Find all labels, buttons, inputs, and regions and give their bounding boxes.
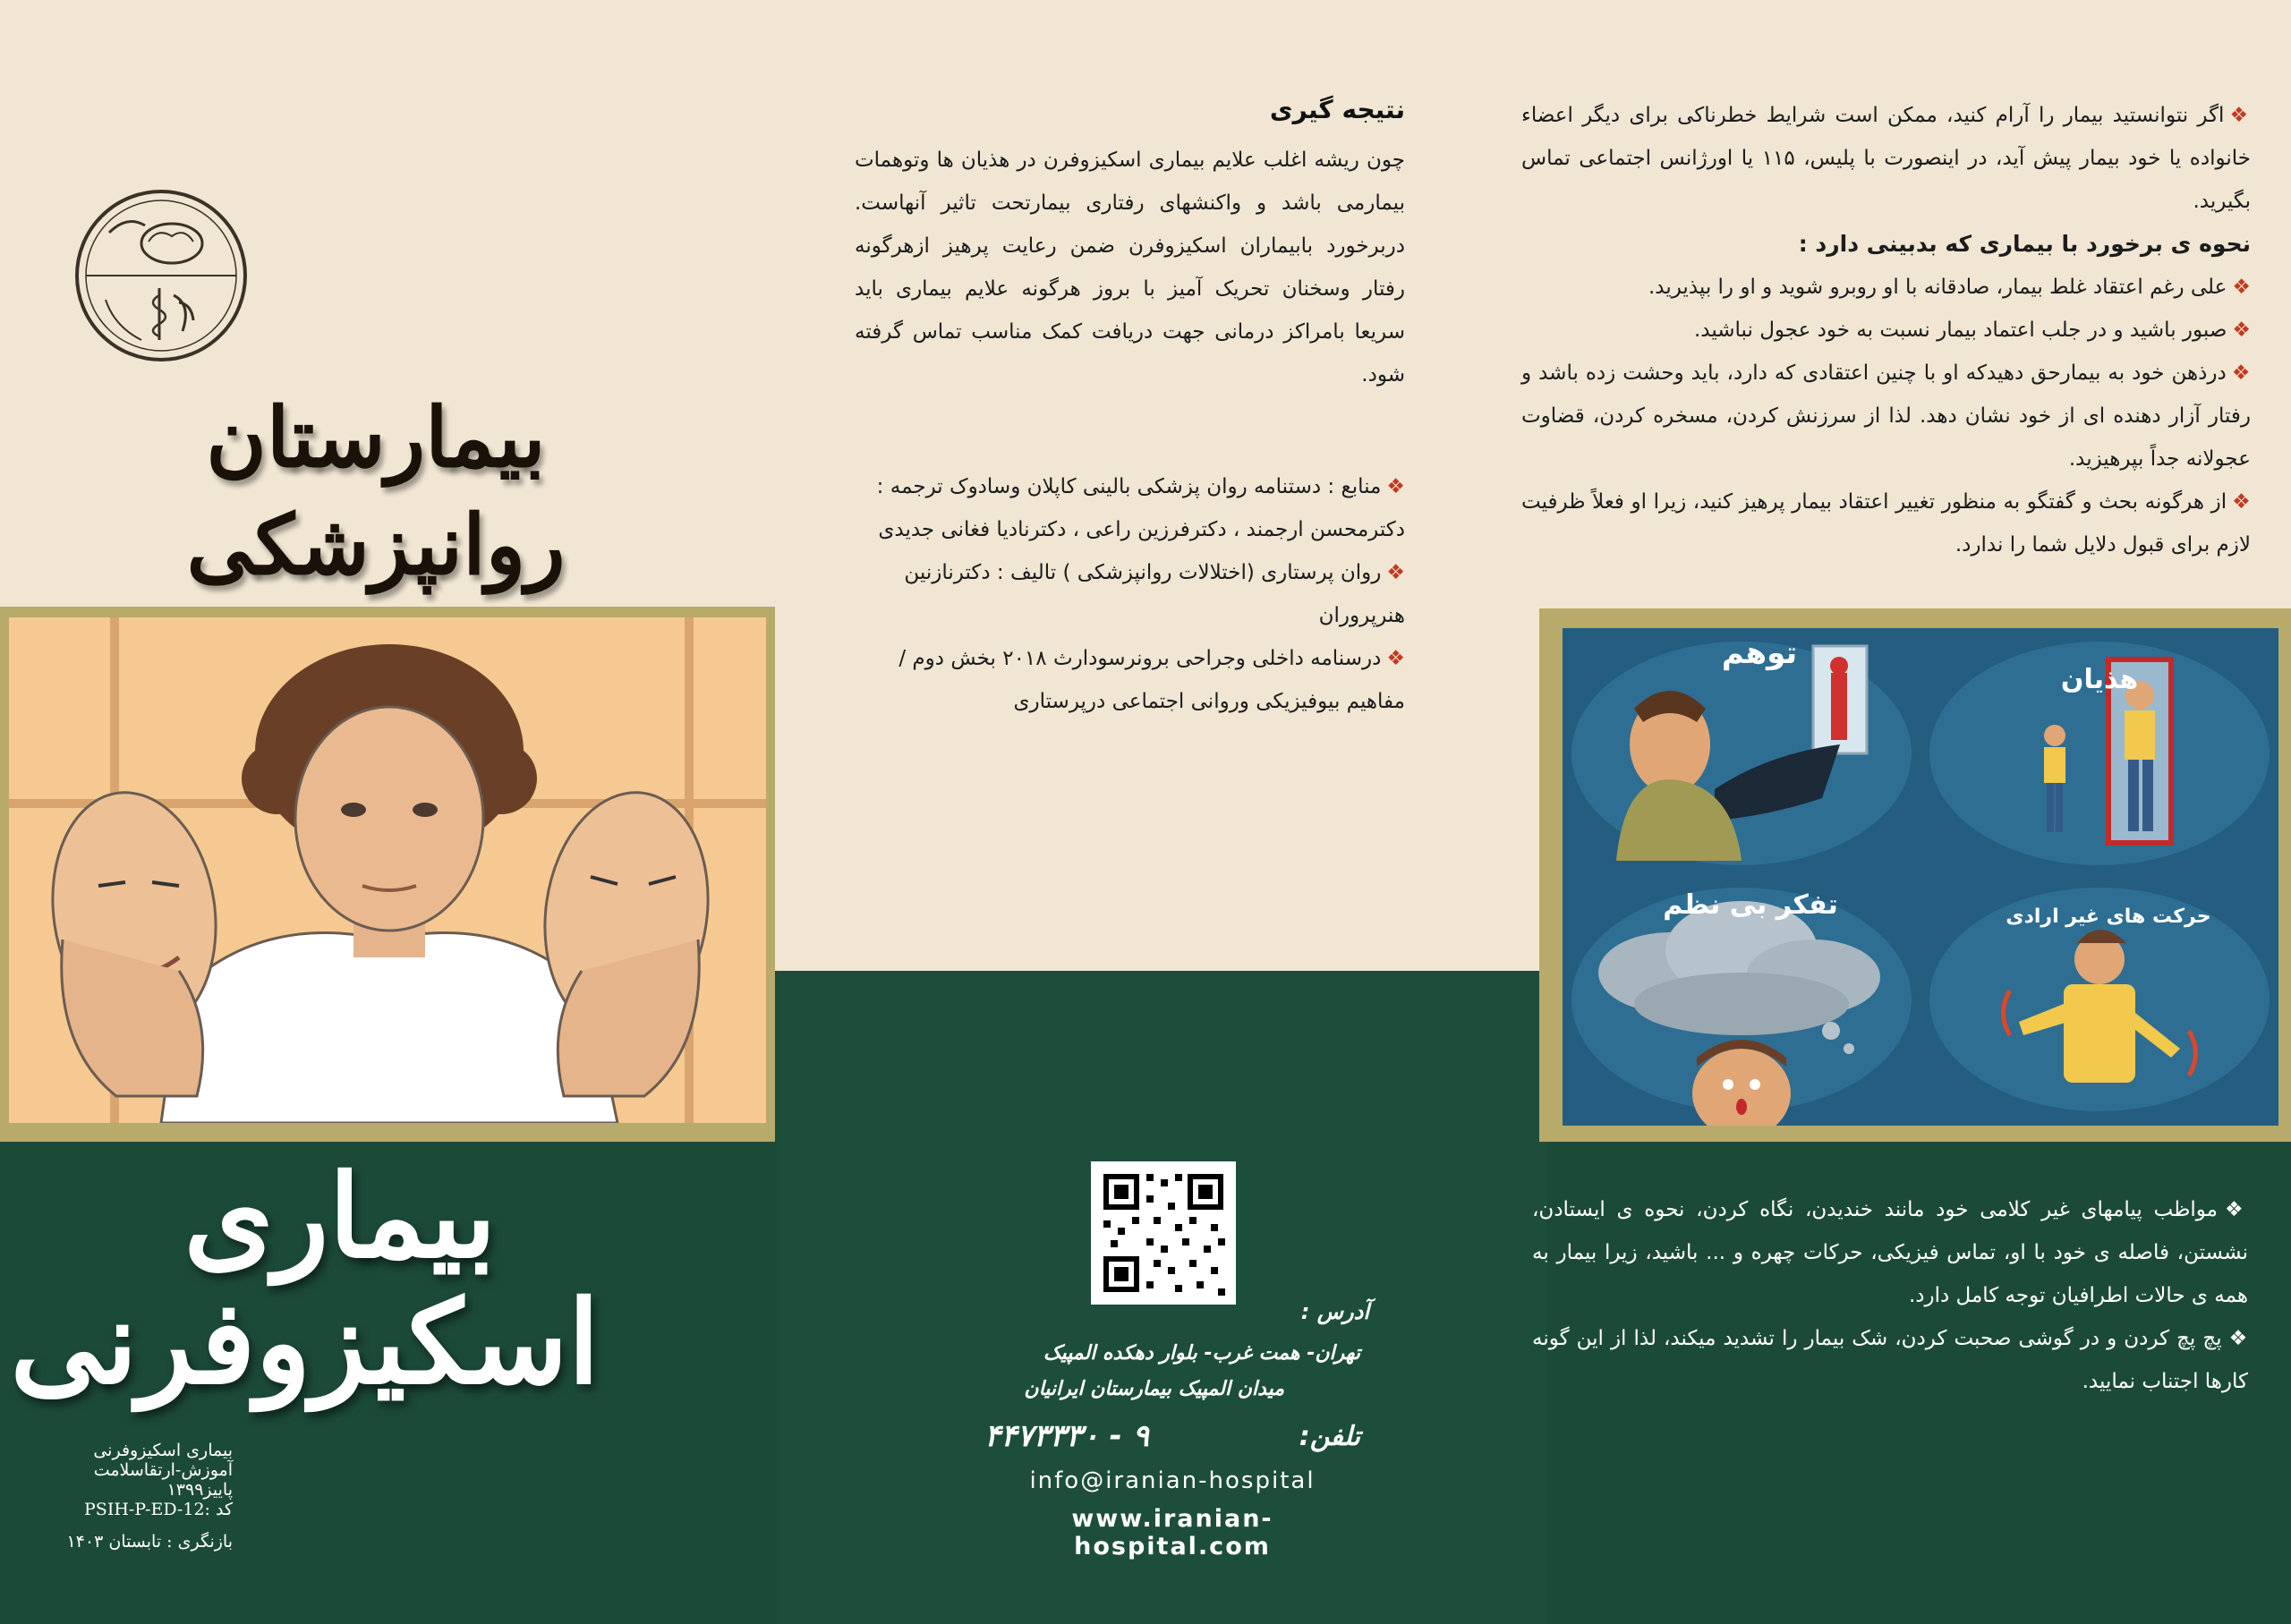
symptoms-art xyxy=(1563,628,2278,1126)
list-item: ❖پچ پچ کردن و در گوشی صحبت کردن، شک بیمار را تشدید میکند، لذا از این گونه کارها اجتناب نمایید. xyxy=(1532,1327,2248,1393)
reference-item: ❖منابع : دستنامه روان پزشکی بالینی کاپلان وسادوک ترجمه : دکترمحسن ارجمند ، دکترفرزین راعی ، دکترنادیا فغانی جدیدی xyxy=(876,475,1405,541)
meta-date: پاییز۱۳۹۹ xyxy=(166,1480,233,1500)
masks-illustration xyxy=(9,617,766,1123)
references-list xyxy=(855,465,1405,723)
diamond-bullet-icon: ❖ xyxy=(2229,104,2251,127)
list-item: ❖صبور باشید و در جلب اعتماد بیمار نسبت به خود عجول نباشید. xyxy=(1693,319,2251,342)
meta-code: کد :PSIH-P-ED-12 xyxy=(84,1500,233,1519)
diamond-bullet-icon: ❖ xyxy=(2232,276,2251,299)
diamond-bullet-icon: ❖ xyxy=(2231,361,2252,385)
meta-title: بیماری اسکیزوفرنی xyxy=(93,1441,233,1460)
address-line-1: تهران- همت غرب- بلوار دهکده المپیک xyxy=(1043,1342,1360,1365)
diamond-bullet-icon: ❖ xyxy=(1386,647,1405,670)
list-item: ❖علی رغم اعتقاد غلط بیمار، صادقانه با او روبرو شوید و او را بپذیرید. xyxy=(1648,276,2251,299)
section-subheading: نحوه ی برخورد با بیماری که بدبینی دارد : xyxy=(1798,231,2251,257)
list-item: ❖مواظب پیامهای غیر کلامی خود مانند خندیدن، نگاه کردن، نحوه ی ایستادن، نشستن، فاصله ی خود با او، تماس فیزیکی، حرکات چهره و ... باشید، زیرا بیمار به همه ی حالات اطرافیان توجه کامل دارد. xyxy=(1532,1198,2248,1307)
diamond-bullet-icon: ❖ xyxy=(1386,475,1405,498)
symptom-label-hallucination: توهم xyxy=(1721,635,1798,671)
conclusion-heading: نتیجه گیری xyxy=(1269,95,1405,124)
email-address[interactable]: info@iranian-hospital xyxy=(1029,1467,1316,1494)
address-label: آدرس : xyxy=(1300,1299,1369,1324)
phone-number[interactable]: ۴۴۷۳۳۳۰ - ۹ xyxy=(984,1418,1149,1454)
diamond-bullet-icon: ❖ xyxy=(2228,1327,2248,1350)
document-meta xyxy=(36,1441,233,1552)
disease-title: بیماری اسکیزوفرنی xyxy=(10,1150,600,1410)
diamond-bullet-icon: ❖ xyxy=(2224,1198,2248,1221)
nonverbal-tips-section xyxy=(1532,1188,2248,1403)
meta-revision: بازنگری : تابستان ۱۴۰۳ xyxy=(66,1532,233,1552)
conclusion-body: چون ریشه اغلب علایم بیماری اسکیزوفرن در هذیان ها وتوهمات بیمارمی باشد و واکنشهای رفتاری بیمارتحت تاثیر آنهاست. دربرخورد بابیماران اسکیزوفرن ضمن رعایت پرهیز ازهرگونه رفتار وسخنان تحریک آمیز با بروز هرگونه علایم بیماری باید سریعا بامراکز درمانی جهت دریافت کمک مناسب تماس گرفته شود. xyxy=(855,149,1405,387)
diamond-bullet-icon: ❖ xyxy=(1386,561,1405,584)
meta-department: آموزش-ارتقاسلامت xyxy=(93,1460,233,1480)
reference-item: ❖روان پرستاری (اختلالات روانپزشکی ) تالیف : دکترنازنین هنرپروران xyxy=(904,561,1405,627)
symptom-label-disorganized-thinking: تفکر بی نظم xyxy=(1663,889,1838,921)
list-item: ❖اگر نتوانستید بیمار را آرام کنید، ممکن است شرایط خطرناکی برای دیگر اعضاء خانواده یا خود بیمار پیش آید، در اینصورت با پلیس، ۱۱۵ یا اورژانس اجتماعی تماس بگیرید. xyxy=(1521,104,2251,213)
reference-item: ❖درسنامه داخلی وجراحی برونرسودارث ۲۰۱۸ بخش دوم /مفاهیم بیوفیزیکی وروانی اجتماعی درپرستاری xyxy=(899,647,1405,713)
qr-code[interactable] xyxy=(1091,1161,1236,1305)
symptom-label-involuntary-movement: حرکت های غیر ارادی xyxy=(2006,906,2211,928)
patient-handling-section xyxy=(1521,94,2251,566)
diamond-bullet-icon: ❖ xyxy=(2232,490,2251,514)
list-item: ❖درذهن خود به بیمارحق دهیدکه او با چنین اعتقادی که دارد، باید وحشت زده باشد و رفتار آزار دهنده ای از خود نشان دهد. لذا از سرزنش کردن، مسخره کردن، قضاوت عجولانه جداً بپرهیزید. xyxy=(1521,361,2252,471)
phone-label: تلفن: xyxy=(1299,1421,1360,1452)
hospital-logo xyxy=(73,188,249,363)
symptoms-illustration xyxy=(1563,628,2278,1126)
hospital-name: بیمارستان روانپزشکی xyxy=(186,389,566,593)
address-line-2: میدان المپیک بیمارستان ایرانیان xyxy=(1024,1378,1284,1400)
website-link[interactable]: www.iranian-hospital.com xyxy=(1071,1505,1273,1560)
diamond-bullet-icon: ❖ xyxy=(2232,319,2251,342)
list-item: ❖از هرگونه بحث و گفتگو به منظور تغییر اعتقاد بیمار پرهیز کنید، زیرا او فعلاً ظرفیت لازم برای قبول دلایل شما را ندارد. xyxy=(1521,490,2251,557)
symptom-label-delusion: هذیان xyxy=(2060,664,2139,695)
